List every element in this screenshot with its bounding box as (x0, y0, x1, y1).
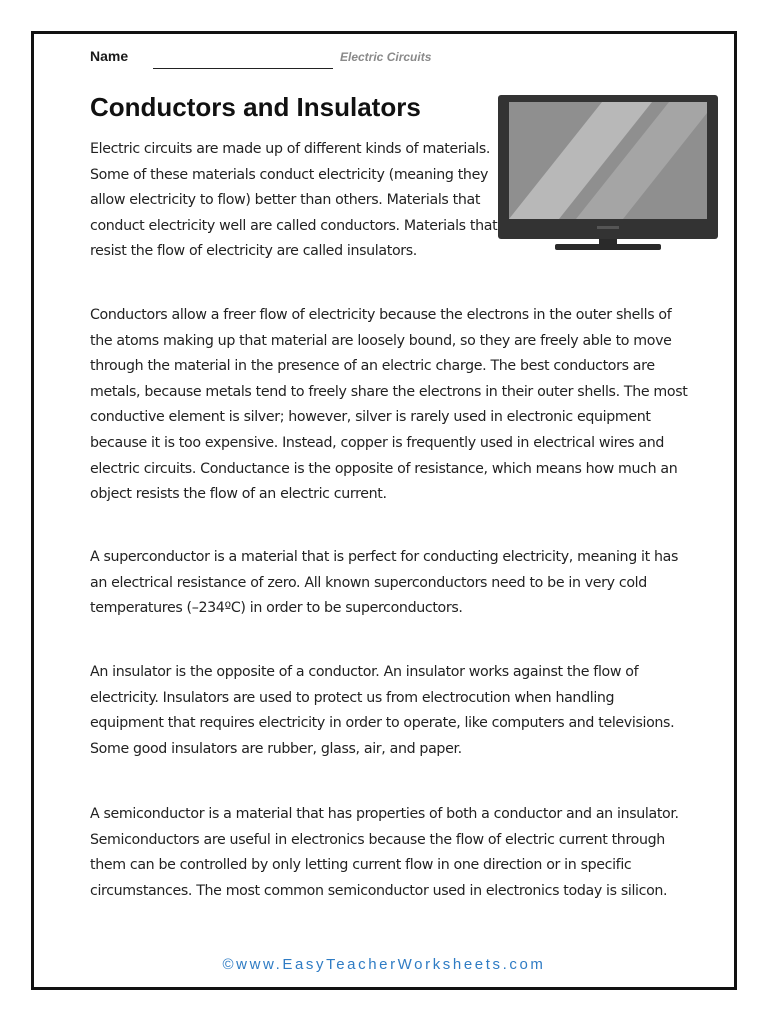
name-label: Name (90, 48, 129, 64)
paragraph-semiconductor: A semiconductor is a material that has properties of both a conductor and an insulator. Semiconductors are useful in electronics because the flow of electric current through them can be controlled by only letting current flow in one direction or in specific circumstances. The most common semiconductor used in electronics today is silicon. (90, 806, 679, 899)
footer-website-link[interactable]: ©www.EasyTeacherWorksheets.com (222, 956, 546, 973)
paragraph-superconductor: A superconductor is a material that is perfect for conducting electricity, meaning it has an electrical resistance of zero. All known superconductors need to be in very cold temperatures (–234ºC) in order to be superconductors. (90, 549, 678, 617)
subject-label: Electric Circuits (340, 50, 432, 64)
name-row (90, 48, 490, 72)
paragraph-insulator: An insulator is the opposite of a conductor. An insulator works against the flow of electricity. Insulators are used to protect us from electrocution when handling equipment that requires electricity in order to operate, like computers and televisions. Some good insulators are rubber, glass, air, and paper. (90, 664, 675, 757)
paragraph-intro: Electric circuits are made up of different kinds of materials. Some of these materials conduct electricity (meaning they allow electricity to flow) better than others. Materials that conduct electricity well are called conductors. Materials that resist the flow of electricity are called insulators. (90, 141, 498, 260)
name-field-line (153, 68, 333, 69)
page-title: Conductors and Insulators (90, 92, 421, 122)
television-icon (498, 93, 720, 253)
paragraph-conductors: Conductors allow a freer flow of electricity because the electrons in the outer shells of the atoms making up that material are loosely bound, so they are freely able to move through the material in the presence of an electric charge. The best conductors are metals, because metals tend to freely share the electrons in their outer shells. The most conductive element is silver; however, silver is rarely used in electronic equipment because it is too expensive. Instead, copper is frequently used in electrical wires and electric circuits. Conductance is the opposite of resistance, which means how much an object resists the flow of an electric current. (90, 307, 688, 503)
